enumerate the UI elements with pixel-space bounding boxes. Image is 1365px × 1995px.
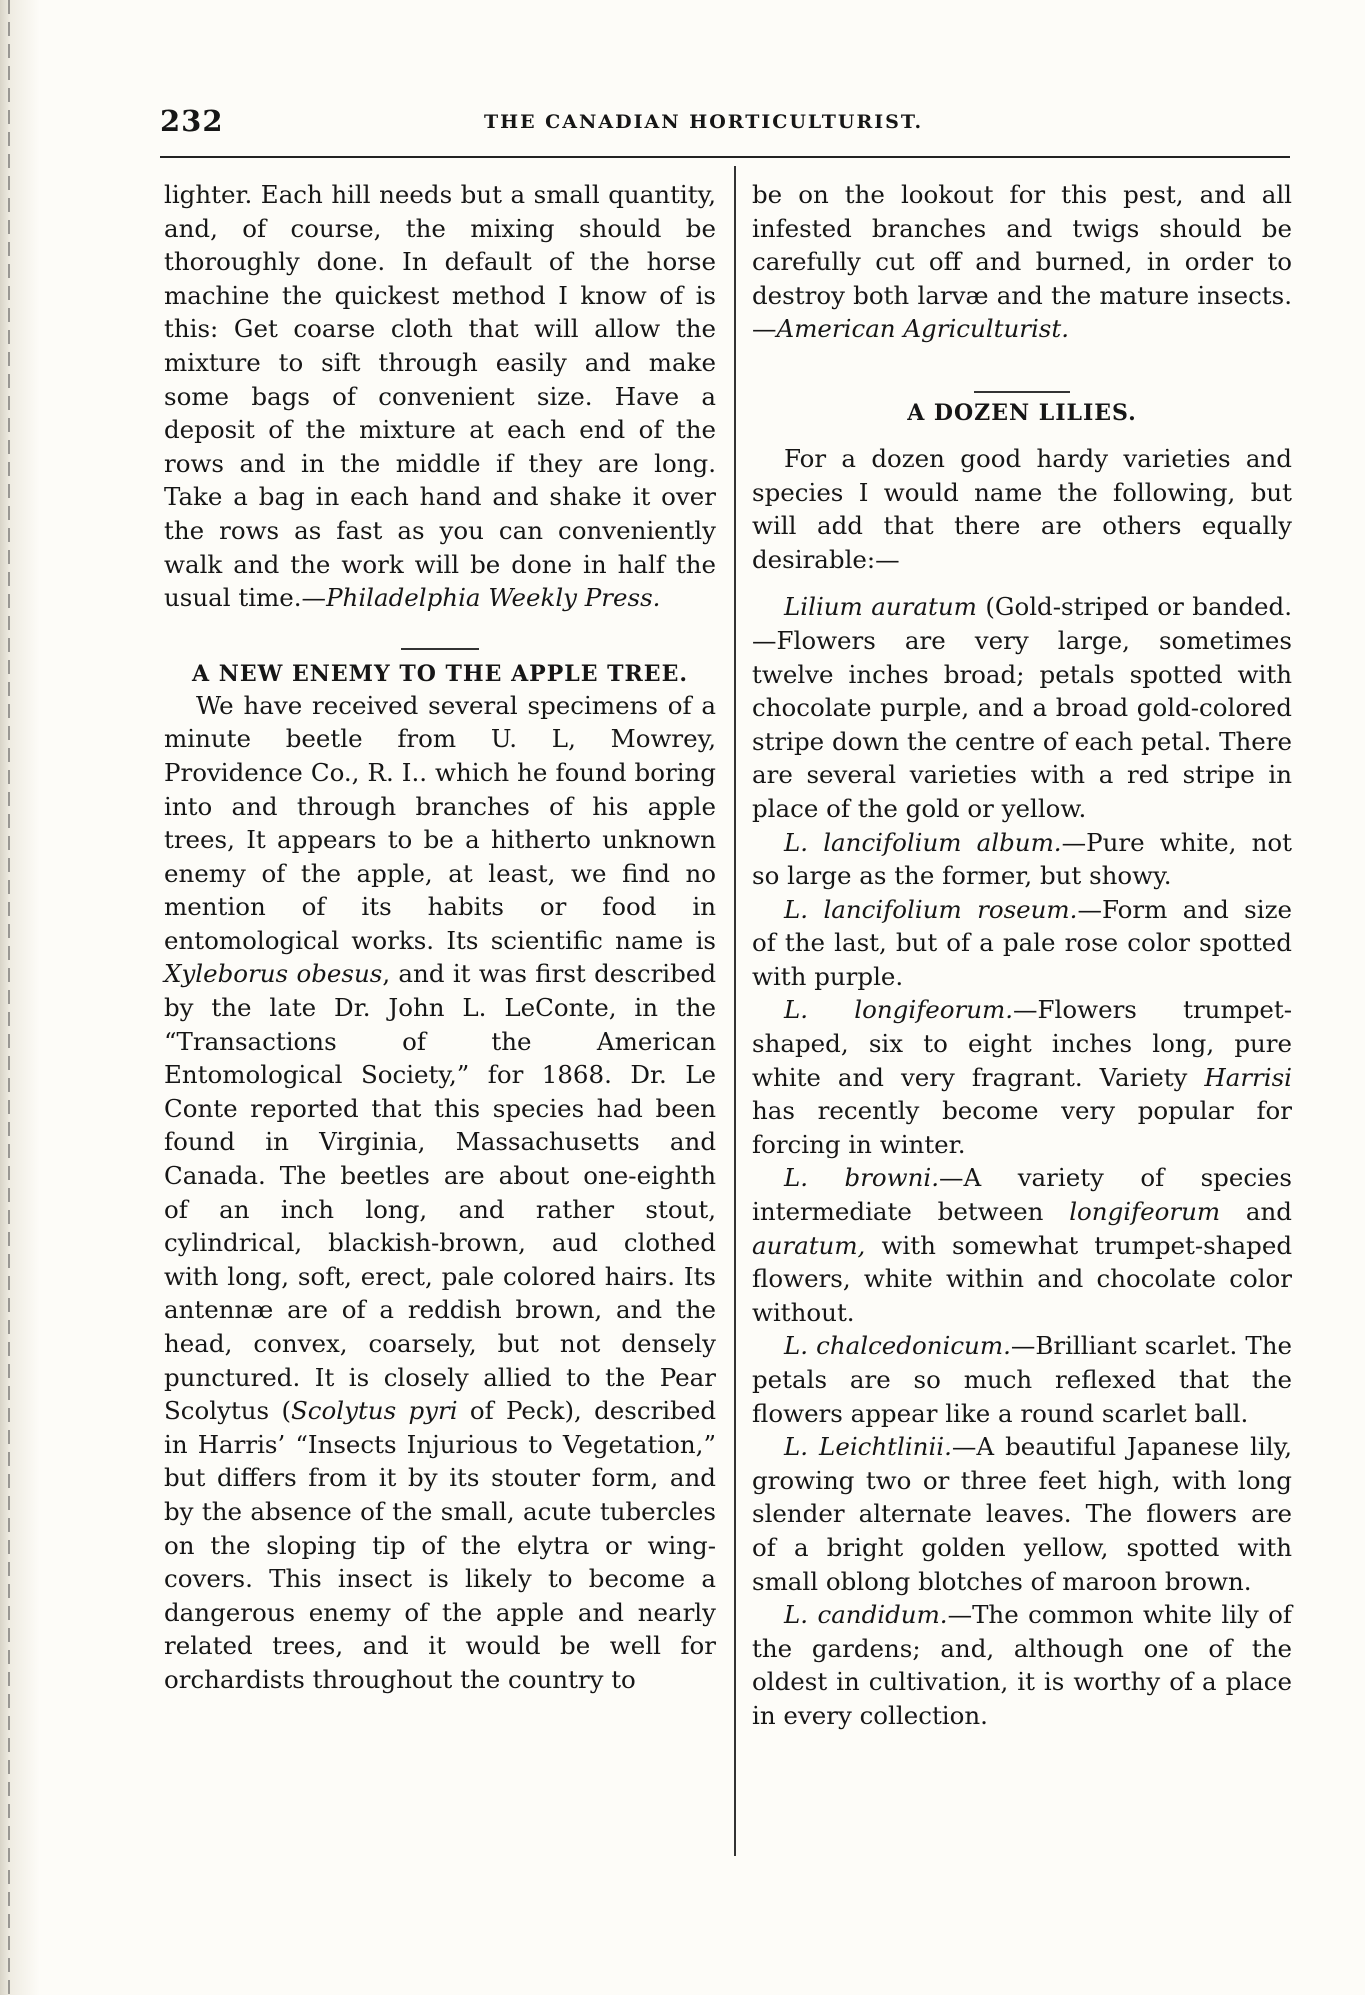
lily-entry: [752, 1598, 1292, 1732]
lily-name: Lilium auratum: [784, 592, 977, 622]
article-title-lilies: A DOZEN LILIES.: [907, 399, 1137, 426]
lily-entry: [752, 993, 1292, 1161]
lily-name: L. Leichtlinii.: [784, 1432, 952, 1462]
lily-description: —A beautiful Japanese lily, growing two or three feet high, with long slender alternate leaves. The flowers are of a bright golden yellow, spotted with small oblong blotches of maroon brown.: [752, 1432, 1292, 1596]
binding-stitch-line: [8, 0, 10, 1995]
lily-description: —Form and size of the last, but of a pale rose color spotted with purple.: [752, 894, 1292, 991]
species-name: Xyleborus obesus: [164, 959, 383, 989]
continued-paragraph: [752, 178, 1292, 346]
body-text: We have received several specimens of a minute beetle from U. L, Mowrey, Providence Co., R. I.. which he found boring into and through branches of his apple trees, It appears to be a hitherto unknown enemy of the apple, at least, we find no mention of its habits or food in entomological works. Its scientific name is: [164, 690, 716, 955]
species-name: longifeorum: [1069, 1197, 1221, 1227]
lily-entry: [752, 826, 1292, 893]
lily-description: (Gold-striped or banded.—Flowers are very large, sometimes twelve inches broad; petals spotted with chocolate purple, and a broad gold-colored stripe down the centre of each petal. There are several varieties with a red stripe in place of the gold or yellow.: [752, 592, 1292, 823]
article-separator: [752, 368, 1292, 382]
variety-name: Harrisi: [1204, 1062, 1292, 1092]
continued-text: lighter. Each hill needs but a small quantity, and, of course, the mixing should be thoroughly done. In default of the horse machine the quickest method I know of is this: Get coarse cloth that will allow the mixture to sift through easily and make some bags of convenient size. Have a deposit of the mixture at each end of the rows and in the middle if they are long. Take a bag in each hand and shake it over the rows as fast as you can conveniently walk and the work will be done in half the usual time.—: [164, 180, 716, 613]
continued-paragraph: [164, 178, 716, 615]
lily-description: —Brilliant scarlet. The petals are so much reflexed that the flowers appear like a round scarlet ball.: [752, 1331, 1292, 1428]
lily-name: L. lancifolium roseum.: [784, 894, 1078, 924]
species-name: auratum,: [752, 1230, 866, 1260]
continued-text: be on the lookout for this pest, and all infested branches and twigs should be carefully cut off and burned, in order to destroy both larvæ and the mature insects.—: [752, 180, 1292, 344]
header-rule: [160, 156, 1290, 158]
lily-name: L. chalcedonicum.: [784, 1331, 1011, 1361]
page-number: 232: [160, 104, 224, 138]
page-binding-edge: [0, 0, 40, 1995]
lily-entry: [752, 1329, 1292, 1430]
lily-entry: [752, 1161, 1292, 1329]
source-citation: American Agriculturist.: [776, 314, 1070, 344]
body-text: , and it was first described by the late Dr. John L. LeConte, in the “Transactions of the American Entomological Society,” for 1868. Dr. Le Conte reported that this species had been found in Virginia, Massachusetts and Canada. The beetles are about one-eighth of an inch long, and rather stout, cylindrical, blackish-brown, aud clothed with long, soft, erect, pale colored hairs. Its antennæ are of a reddish brown, and the head, convex, coarsely, but not densely punctured. It is closely allied to the Pear Scolytus (: [164, 959, 716, 1426]
lily-description: has recently become very popular for forcing in winter.: [752, 1096, 1292, 1159]
lily-name: L. candidum.: [784, 1600, 948, 1630]
column-divider: [734, 166, 736, 1856]
body-text: of Peck), described in Harris’ “Insects Injurious to Vegetation,” but differs from it by its stouter form, and by the absence of the small, acute tubercles on the sloping tip of the elytra or wing-covers. This insect is likely to become a dangerous enemy of the apple and nearly related trees, and it would be well for orchardists throughout the country to: [164, 1396, 716, 1694]
lilies-intro: For a dozen good hardy varieties and species I would name the following, but will add that there are others equally desirable:—: [752, 443, 1292, 574]
lily-description: —Flowers trumpet-shaped, six to eight inches long, pure white and very fragrant. Variety: [752, 995, 1292, 1092]
lily-description: —The common white lily of the gardens; and, although one of the oldest in cultivation, it is worthy of a place in every collection.: [752, 1600, 1292, 1730]
lily-name: L. longifeorum.: [784, 995, 1014, 1025]
article-separator: [164, 625, 716, 639]
article-body-apple-enemy: [164, 689, 716, 1697]
lily-description: and: [1220, 1197, 1292, 1227]
lily-entry: [752, 893, 1292, 994]
page-header: [160, 104, 1288, 144]
running-head: THE CANADIAN HORTICULTURIST.: [484, 111, 924, 133]
lily-description: —Pure white, not so large as the former, but showy.: [752, 827, 1292, 891]
article-title-apple-enemy: A NEW ENEMY TO THE APPLE TREE.: [191, 660, 689, 687]
source-citation: Philadelphia Weekly Press.: [326, 583, 661, 613]
left-column: [164, 178, 716, 1697]
right-column: [752, 178, 1292, 1733]
lily-entry: [752, 1430, 1292, 1598]
species-name: Scolytus pyri: [291, 1396, 458, 1426]
lily-name: L. lancifolium album.: [784, 827, 1062, 857]
lily-entry: [752, 590, 1292, 825]
lily-description: with somewhat trumpet-shaped flowers, white within and chocolate color without.: [752, 1230, 1292, 1327]
lily-name: L. browni.: [784, 1163, 940, 1193]
lily-description: —A variety of species intermediate between: [752, 1163, 1292, 1227]
